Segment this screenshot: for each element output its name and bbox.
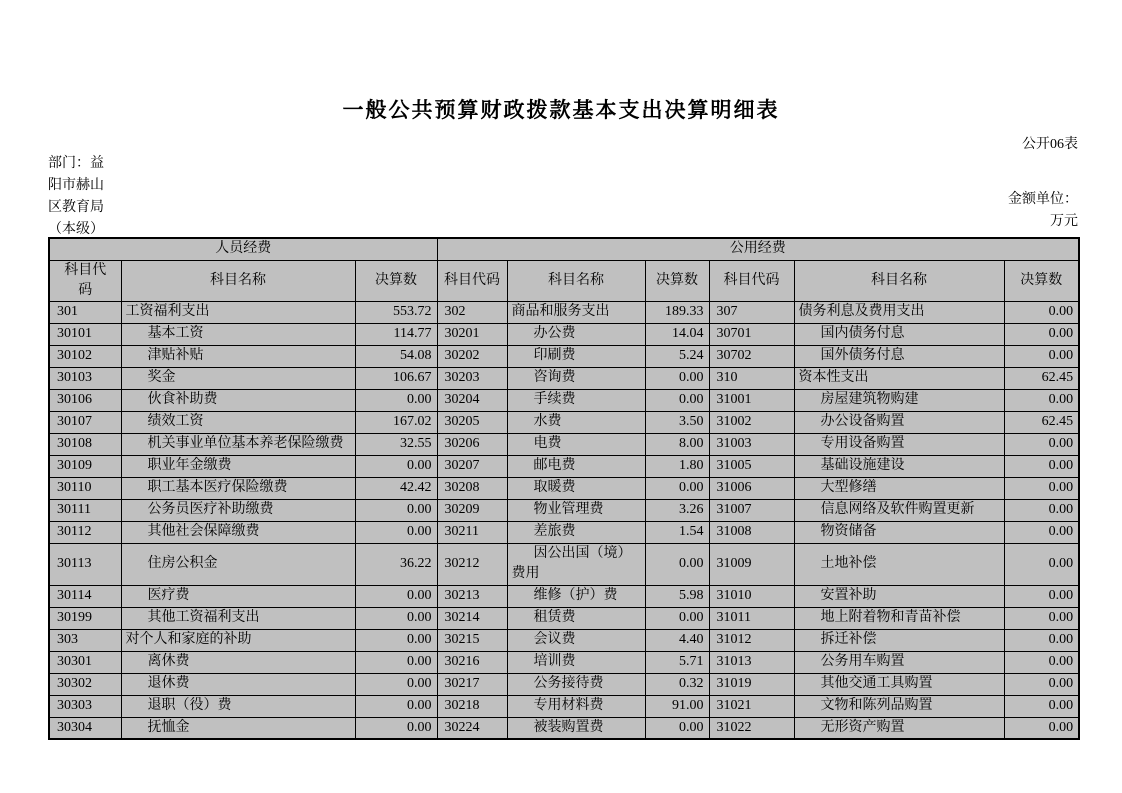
amount-cell: 62.45 (1004, 367, 1079, 389)
amount-cell: 0.00 (355, 607, 437, 629)
table-row (49, 717, 1079, 739)
subject-name-cell: 安置补助 (794, 585, 1004, 607)
amount-cell: 0.00 (355, 521, 437, 543)
amount-unit-label (1008, 189, 1078, 233)
subject-name-cell: 职工基本医疗保险缴费 (121, 477, 355, 499)
amount-cell: 0.00 (355, 651, 437, 673)
subject-name-cell: 伙食补助费 (121, 389, 355, 411)
amount-cell: 0.00 (1004, 717, 1079, 739)
subject-code-cell: 30212 (437, 543, 507, 585)
subject-name-cell: 国内债务付息 (794, 323, 1004, 345)
amount-cell: 0.00 (645, 543, 709, 585)
amount-cell: 91.00 (645, 695, 709, 717)
subject-name-cell: 印刷费 (507, 345, 645, 367)
subject-code-cell: 302 (437, 301, 507, 323)
amount-cell: 0.00 (1004, 389, 1079, 411)
group-header-personnel: 人员经费 (49, 238, 437, 260)
subject-name-cell: 资本性支出 (794, 367, 1004, 389)
table-row (49, 433, 1079, 455)
amount-cell: 0.00 (1004, 301, 1079, 323)
table-row (49, 673, 1079, 695)
subject-code-cell: 31013 (709, 651, 794, 673)
amount-cell: 1.80 (645, 455, 709, 477)
column-header-subject-code: 科目代码 (709, 260, 794, 301)
amount-cell: 5.24 (645, 345, 709, 367)
amount-cell: 0.00 (1004, 499, 1079, 521)
subject-code-cell: 301 (49, 301, 121, 323)
subject-name-cell: 信息网络及软件购置更新 (794, 499, 1004, 521)
subject-name-cell: 大型修缮 (794, 477, 1004, 499)
subject-code-cell: 31008 (709, 521, 794, 543)
amount-cell: 3.50 (645, 411, 709, 433)
amount-cell: 32.55 (355, 433, 437, 455)
subject-name-cell: 医疗费 (121, 585, 355, 607)
subject-name-cell: 公务用车购置 (794, 651, 1004, 673)
department-label (48, 153, 168, 241)
subject-code-cell: 30202 (437, 345, 507, 367)
column-header-subject-name: 科目名称 (507, 260, 645, 301)
subject-name-cell: 咨询费 (507, 367, 645, 389)
subject-code-cell: 30224 (437, 717, 507, 739)
table-row (49, 607, 1079, 629)
subject-code-cell: 30101 (49, 323, 121, 345)
amount-cell: 0.00 (1004, 651, 1079, 673)
amount-cell: 0.00 (355, 455, 437, 477)
subject-code-cell: 31006 (709, 477, 794, 499)
amount-cell: 0.00 (1004, 673, 1079, 695)
subject-code-cell: 30102 (49, 345, 121, 367)
form-number-label: 公开06表 (1022, 137, 1078, 152)
table-row (49, 651, 1079, 673)
table-row (49, 301, 1079, 323)
table-row (49, 499, 1079, 521)
amount-cell: 54.08 (355, 345, 437, 367)
subject-name-cell: 专用材料费 (507, 695, 645, 717)
amount-cell: 0.00 (1004, 543, 1079, 585)
amount-cell: 0.00 (1004, 607, 1079, 629)
subject-name-cell: 无形资产购置 (794, 717, 1004, 739)
amount-unit-caption: 金额单位： (1008, 192, 1078, 207)
subject-name-cell: 住房公积金 (121, 543, 355, 585)
subject-name-cell: 奖金 (121, 367, 355, 389)
subject-code-cell: 30207 (437, 455, 507, 477)
amount-cell: 0.00 (355, 695, 437, 717)
amount-cell: 0.00 (1004, 521, 1079, 543)
subject-name-cell: 维修（护）费 (507, 585, 645, 607)
subject-code-cell: 30204 (437, 389, 507, 411)
subject-name-cell: 职业年金缴费 (121, 455, 355, 477)
table-row (49, 585, 1079, 607)
subject-name-cell: 文物和陈列品购置 (794, 695, 1004, 717)
subject-code-cell: 307 (709, 301, 794, 323)
amount-cell: 4.40 (645, 629, 709, 651)
subject-name-cell: 抚恤金 (121, 717, 355, 739)
table-row (49, 323, 1079, 345)
subject-code-cell: 31001 (709, 389, 794, 411)
amount-cell: 114.77 (355, 323, 437, 345)
subject-code-cell: 30702 (709, 345, 794, 367)
subject-code-cell: 30205 (437, 411, 507, 433)
group-header-public: 公用经费 (437, 238, 1079, 260)
amount-cell: 0.00 (1004, 585, 1079, 607)
subject-code-cell: 30108 (49, 433, 121, 455)
amount-cell: 1.54 (645, 521, 709, 543)
department-line: （本级） (48, 222, 104, 237)
subject-code-cell: 31009 (709, 543, 794, 585)
subject-code-cell: 30109 (49, 455, 121, 477)
amount-cell: 62.45 (1004, 411, 1079, 433)
subject-name-cell: 取暖费 (507, 477, 645, 499)
subject-code-cell: 30217 (437, 673, 507, 695)
subject-code-cell: 30302 (49, 673, 121, 695)
table-column-header-row (49, 260, 1079, 301)
subject-code-cell: 31019 (709, 673, 794, 695)
subject-code-cell: 310 (709, 367, 794, 389)
amount-cell: 8.00 (645, 433, 709, 455)
department-line: 部门：益 (48, 156, 104, 171)
amount-cell: 0.00 (355, 673, 437, 695)
subject-code-cell: 30199 (49, 607, 121, 629)
subject-name-cell: 差旅费 (507, 521, 645, 543)
subject-name-cell: 被装购置费 (507, 717, 645, 739)
subject-name-cell: 会议费 (507, 629, 645, 651)
amount-cell: 36.22 (355, 543, 437, 585)
amount-cell: 0.00 (1004, 695, 1079, 717)
amount-cell: 0.00 (645, 389, 709, 411)
subject-name-cell: 绩效工资 (121, 411, 355, 433)
amount-cell: 3.26 (645, 499, 709, 521)
subject-name-cell: 水费 (507, 411, 645, 433)
column-header-subject-code: 科目代码 (437, 260, 507, 301)
subject-name-cell: 办公费 (507, 323, 645, 345)
amount-cell: 0.00 (1004, 455, 1079, 477)
subject-name-cell: 其他社会保障缴费 (121, 521, 355, 543)
table-row (49, 695, 1079, 717)
amount-cell: 0.00 (1004, 477, 1079, 499)
subject-name-cell: 公务员医疗补助缴费 (121, 499, 355, 521)
column-header-subject-name: 科目名称 (121, 260, 355, 301)
table-row (49, 521, 1079, 543)
subject-code-cell: 31007 (709, 499, 794, 521)
subject-code-cell: 30208 (437, 477, 507, 499)
subject-name-cell: 物业管理费 (507, 499, 645, 521)
subject-name-cell: 对个人和家庭的补助 (121, 629, 355, 651)
amount-cell: 0.00 (1004, 629, 1079, 651)
subject-name-cell: 退休费 (121, 673, 355, 695)
subject-name-cell: 基本工资 (121, 323, 355, 345)
amount-cell: 0.00 (355, 585, 437, 607)
subject-name-cell: 公务接待费 (507, 673, 645, 695)
subject-name-cell: 津贴补贴 (121, 345, 355, 367)
amount-cell: 553.72 (355, 301, 437, 323)
amount-cell: 0.00 (645, 477, 709, 499)
amount-cell: 5.98 (645, 585, 709, 607)
subject-code-cell: 30107 (49, 411, 121, 433)
subject-code-cell: 31010 (709, 585, 794, 607)
amount-cell: 0.00 (645, 367, 709, 389)
subject-name-cell: 土地补偿 (794, 543, 1004, 585)
subject-code-cell: 31012 (709, 629, 794, 651)
subject-code-cell: 30215 (437, 629, 507, 651)
subject-code-cell: 31021 (709, 695, 794, 717)
subject-code-cell: 30209 (437, 499, 507, 521)
subject-code-cell: 31003 (709, 433, 794, 455)
amount-cell: 0.00 (355, 499, 437, 521)
amount-cell: 5.71 (645, 651, 709, 673)
column-header-subject-name: 科目名称 (794, 260, 1004, 301)
amount-cell: 0.32 (645, 673, 709, 695)
amount-cell: 0.00 (1004, 433, 1079, 455)
table-row (49, 411, 1079, 433)
subject-code-cell: 30216 (437, 651, 507, 673)
subject-code-cell: 30112 (49, 521, 121, 543)
table-row (49, 389, 1079, 411)
subject-name-cell: 地上附着物和青苗补偿 (794, 607, 1004, 629)
subject-code-cell: 30203 (437, 367, 507, 389)
subject-name-cell: 物资储备 (794, 521, 1004, 543)
amount-cell: 0.00 (645, 717, 709, 739)
subject-name-cell: 退职（役）费 (121, 695, 355, 717)
subject-name-cell: 培训费 (507, 651, 645, 673)
subject-code-cell: 30303 (49, 695, 121, 717)
subject-name-cell: 办公设备购置 (794, 411, 1004, 433)
subject-code-cell: 30211 (437, 521, 507, 543)
amount-cell: 106.67 (355, 367, 437, 389)
subject-code-cell: 303 (49, 629, 121, 651)
subject-name-cell: 基础设施建设 (794, 455, 1004, 477)
amount-cell: 0.00 (645, 607, 709, 629)
subject-code-cell: 30111 (49, 499, 121, 521)
subject-code-cell: 31011 (709, 607, 794, 629)
subject-code-cell: 30106 (49, 389, 121, 411)
amount-cell: 0.00 (355, 389, 437, 411)
subject-name-cell: 房屋建筑物购建 (794, 389, 1004, 411)
subject-name-cell: 租赁费 (507, 607, 645, 629)
subject-code-cell: 30301 (49, 651, 121, 673)
subject-name-cell: 离休费 (121, 651, 355, 673)
table-row (49, 345, 1079, 367)
table-row (49, 455, 1079, 477)
subject-name-cell: 因公出国（境）费用 (507, 543, 645, 585)
column-header-amount: 决算数 (645, 260, 709, 301)
table-row (49, 477, 1079, 499)
amount-cell: 42.42 (355, 477, 437, 499)
subject-code-cell: 30214 (437, 607, 507, 629)
amount-cell: 14.04 (645, 323, 709, 345)
subject-name-cell: 手续费 (507, 389, 645, 411)
subject-code-cell: 30114 (49, 585, 121, 607)
subject-code-cell: 30103 (49, 367, 121, 389)
table-row (49, 543, 1079, 585)
subject-code-cell: 30218 (437, 695, 507, 717)
subject-code-cell: 30701 (709, 323, 794, 345)
subject-name-cell: 其他交通工具购置 (794, 673, 1004, 695)
budget-table (48, 237, 1080, 740)
subject-name-cell: 邮电费 (507, 455, 645, 477)
table-row (49, 629, 1079, 651)
subject-name-cell: 拆迁补偿 (794, 629, 1004, 651)
page-title: 一般公共预算财政拨款基本支出决算明细表 (342, 98, 780, 122)
subject-code-cell: 30213 (437, 585, 507, 607)
column-header-subject-code: 科目代码 (49, 260, 121, 301)
amount-cell: 0.00 (1004, 323, 1079, 345)
column-header-amount: 决算数 (1004, 260, 1079, 301)
subject-name-cell: 机关事业单位基本养老保险缴费 (121, 433, 355, 455)
subject-name-cell: 其他工资福利支出 (121, 607, 355, 629)
department-line: 区教育局 (48, 200, 104, 215)
column-header-amount: 决算数 (355, 260, 437, 301)
amount-cell: 189.33 (645, 301, 709, 323)
subject-code-cell: 30113 (49, 543, 121, 585)
subject-name-cell: 工资福利支出 (121, 301, 355, 323)
subject-code-cell: 30206 (437, 433, 507, 455)
subject-code-cell: 30304 (49, 717, 121, 739)
subject-code-cell: 31002 (709, 411, 794, 433)
subject-code-cell: 30110 (49, 477, 121, 499)
subject-name-cell: 专用设备购置 (794, 433, 1004, 455)
subject-code-cell: 31022 (709, 717, 794, 739)
amount-cell: 0.00 (1004, 345, 1079, 367)
table-body (49, 301, 1079, 739)
department-line: 阳市赫山 (48, 178, 104, 193)
amount-cell: 0.00 (355, 629, 437, 651)
amount-unit-value: 万元 (1050, 214, 1078, 229)
table-group-header-row (49, 238, 1079, 260)
subject-code-cell: 30201 (437, 323, 507, 345)
amount-cell: 167.02 (355, 411, 437, 433)
subject-name-cell: 国外债务付息 (794, 345, 1004, 367)
subject-name-cell: 电费 (507, 433, 645, 455)
subject-name-cell: 商品和服务支出 (507, 301, 645, 323)
subject-name-cell: 债务利息及费用支出 (794, 301, 1004, 323)
amount-cell: 0.00 (355, 717, 437, 739)
subject-code-cell: 31005 (709, 455, 794, 477)
table-row (49, 367, 1079, 389)
